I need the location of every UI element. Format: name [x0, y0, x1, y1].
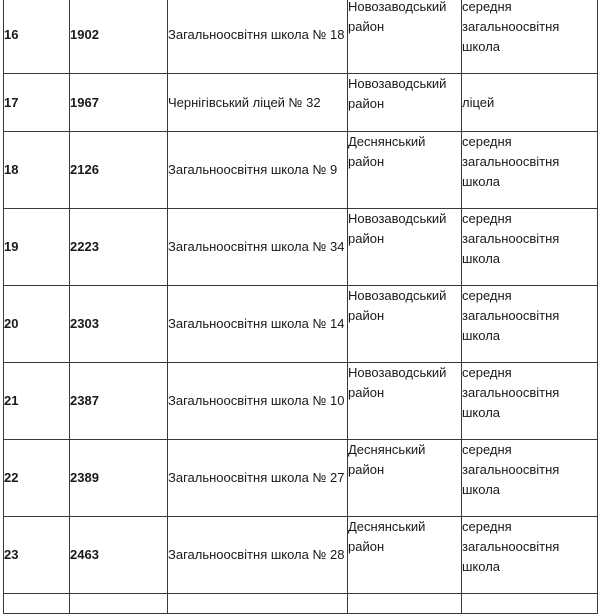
row-number: 20 — [4, 286, 70, 363]
table-row — [4, 0, 598, 74]
table-row — [4, 74, 598, 132]
school-type: середня загальноосвітня школа — [462, 517, 598, 594]
school-name: Загальноосвітня школа № 14 — [168, 286, 348, 363]
school-district: Новозаводський район — [348, 209, 462, 286]
row-number: 19 — [4, 209, 70, 286]
school-name: Загальноосвітня школа № 18 — [168, 0, 348, 74]
school-name: Чернігівський ліцей № 32 — [168, 74, 348, 132]
school-name: Загальноосвітня школа № 27 — [168, 440, 348, 517]
table-row — [4, 132, 598, 209]
table-row — [4, 286, 598, 363]
school-name: Загальноосвітня школа № 9 — [168, 132, 348, 209]
school-district: Деснянський район — [348, 517, 462, 594]
school-code: 1967 — [70, 74, 168, 132]
school-type: ліцей — [462, 74, 598, 132]
school-code: 2389 — [70, 440, 168, 517]
school-name: Загальноосвітня школа № 28 — [168, 517, 348, 594]
school-code: 2126 — [70, 132, 168, 209]
school-district: Новозаводський район — [348, 286, 462, 363]
school-code: 2223 — [70, 209, 168, 286]
school-district: Новозаводський район — [348, 0, 462, 74]
school-district: Новозаводський район — [348, 74, 462, 132]
school-code: 2303 — [70, 286, 168, 363]
row-number: 23 — [4, 517, 70, 594]
school-code: 2463 — [70, 517, 168, 594]
row-number: 16 — [4, 0, 70, 74]
empty-cell — [168, 594, 348, 614]
school-type: середня загальноосвітня школа — [462, 0, 598, 74]
school-type: середня загальноосвітня школа — [462, 286, 598, 363]
school-type: середня загальноосвітня школа — [462, 209, 598, 286]
row-number: 18 — [4, 132, 70, 209]
empty-cell — [4, 594, 70, 614]
table-row — [4, 440, 598, 517]
empty-cell — [462, 594, 598, 614]
table-row-partial — [4, 594, 598, 614]
school-district: Новозаводський район — [348, 363, 462, 440]
school-type: середня загальноосвітня школа — [462, 363, 598, 440]
school-type: середня загальноосвітня школа — [462, 132, 598, 209]
school-district: Деснянський район — [348, 440, 462, 517]
school-district: Деснянський район — [348, 132, 462, 209]
school-code: 2387 — [70, 363, 168, 440]
empty-cell — [70, 594, 168, 614]
row-number: 22 — [4, 440, 70, 517]
empty-cell — [348, 594, 462, 614]
table-row — [4, 209, 598, 286]
school-code: 1902 — [70, 0, 168, 74]
table-row — [4, 517, 598, 594]
school-name: Загальноосвітня школа № 10 — [168, 363, 348, 440]
schools-table — [3, 0, 598, 614]
row-number: 21 — [4, 363, 70, 440]
row-number: 17 — [4, 74, 70, 132]
school-type: середня загальноосвітня школа — [462, 440, 598, 517]
table-row — [4, 363, 598, 440]
school-name: Загальноосвітня школа № 34 — [168, 209, 348, 286]
